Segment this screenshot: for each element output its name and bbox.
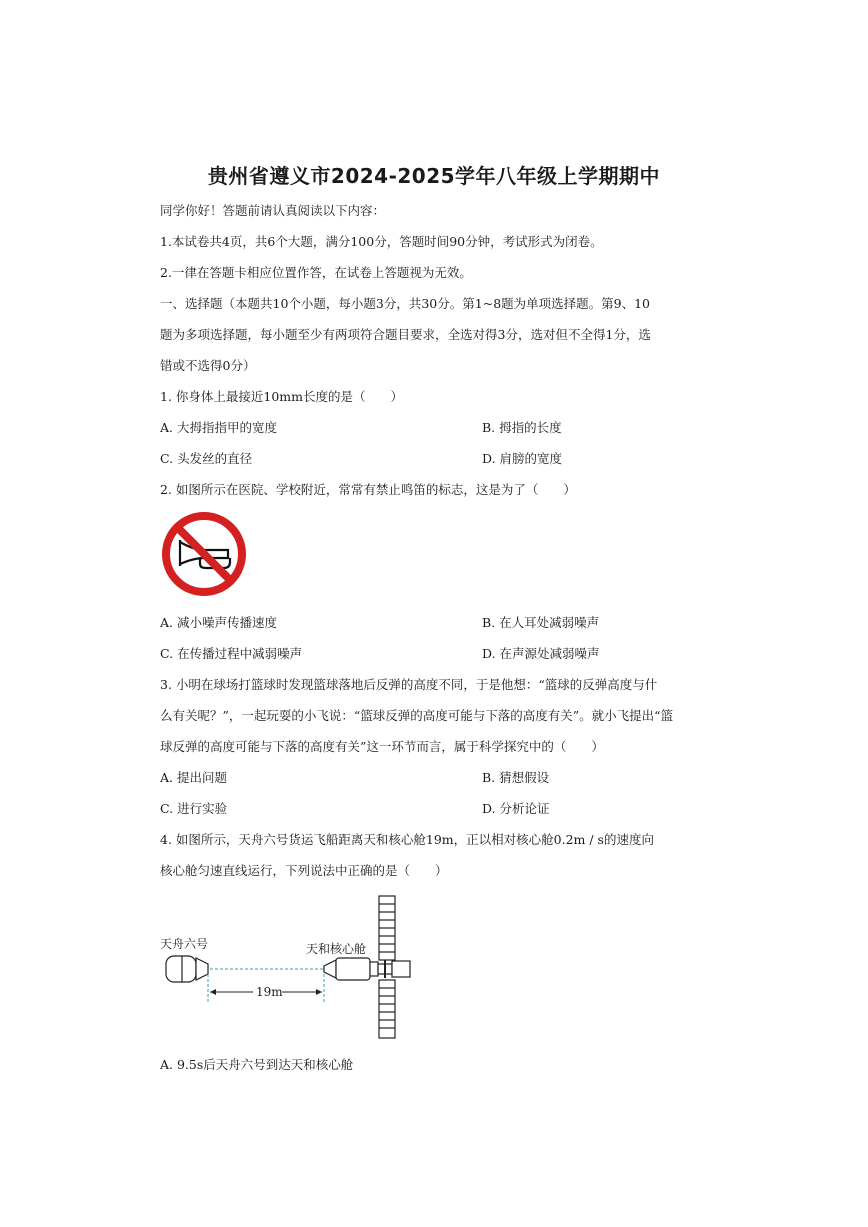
q4-line-2: 核心舱匀速直线运行，下列说法中正确的是（ ） — [160, 863, 448, 878]
no-horn-icon — [160, 510, 248, 598]
q3-line-3: 球反弹的高度可能与下落的高度有关”这一环节而言，属于科学探究中的（ ） — [160, 739, 604, 754]
q3-option-a: A. 提出问题 — [160, 770, 227, 785]
q3-line-1: 3. 小明在球场打篮球时发现篮球落地后反弹的高度不同，于是他想：“篮球的反弹高度与什 — [160, 677, 658, 692]
q3-option-b: B. 猜想假设 — [482, 770, 550, 785]
q1-stem: 1. 你身体上最接近10mm长度的是（ ） — [160, 389, 404, 404]
q1-option-a: A. 大拇指指甲的宽度 — [160, 420, 277, 435]
page-title: 贵州省遵义市2024-2025学年八年级上学期期中 — [207, 164, 661, 188]
q3-option-c: C. 进行实验 — [160, 801, 228, 816]
section1-line-2: 题为多项选择题，每小题至少有两项符合题目要求，全选对得3分，选对但不全得1分，选 — [160, 327, 651, 342]
q4-option-a: A. 9.5s后天舟六号到达天和核心舱 — [160, 1057, 354, 1072]
tianhe-core — [324, 896, 410, 1038]
intro-rule-2: 2.一律在答题卡相应位置作答，在试卷上答题视为无效。 — [160, 265, 472, 280]
q1-option-b: B. 拇指的长度 — [482, 420, 562, 435]
section1-line-1: 一、选择题（本题共10个小题，每小题3分，共30分。第1~8题为单项选择题。第9、10 — [160, 296, 651, 311]
q3-option-d: D. 分析论证 — [482, 801, 550, 816]
intro-rule-1: 1.本试卷共4页，共6个大题，满分100分，答题时间90分钟，考试形式为闭卷。 — [160, 234, 603, 249]
q2-option-d: D. 在声源处减弱噪声 — [482, 646, 600, 661]
q1-option-d: D. 肩膀的宽度 — [482, 451, 563, 466]
label-tianzhou: 天舟六号 — [160, 937, 209, 951]
q1-option-c: C. 头发丝的直径 — [160, 451, 253, 466]
q4-line-1: 4. 如图所示，天舟六号货运飞船距离天和核心舱19m，正以相对核心舱0.2m / s的速度向 — [160, 832, 654, 847]
tianzhou-ship — [166, 956, 208, 982]
intro-greeting: 同学你好！答题前请认真阅读以下内容： — [160, 203, 386, 218]
section1-line-3: 错或不选得0分） — [160, 358, 256, 373]
q2-option-b: B. 在人耳处减弱噪声 — [482, 615, 600, 630]
spacecraft-diagram — [160, 890, 440, 1040]
q2-stem: 2. 如图所示在医院、学校附近，常常有禁止鸣笛的标志，这是为了（ ） — [160, 482, 576, 497]
label-tianhe: 天和核心舱 — [306, 942, 367, 956]
q2-option-a: A. 减小噪声传播速度 — [160, 615, 277, 630]
q3-line-2: 么有关呢？”，一起玩耍的小飞说：“篮球反弹的高度可能与下落的高度有关”。就小飞提出“篮 — [160, 708, 674, 723]
label-distance: 19m — [256, 985, 283, 999]
q2-option-c: C. 在传播过程中减弱噪声 — [160, 646, 303, 661]
